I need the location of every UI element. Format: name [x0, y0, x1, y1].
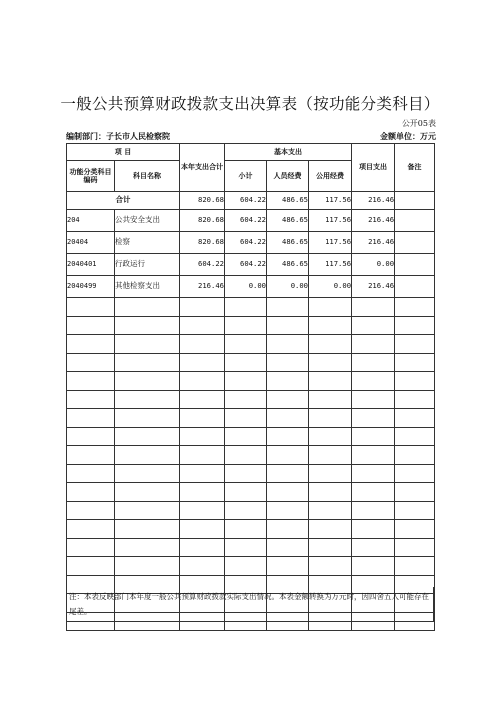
empty-cell [225, 557, 267, 576]
cell-subject-name: 其他检察支出 [115, 276, 180, 298]
total-row [67, 192, 435, 210]
empty-cell [115, 353, 180, 372]
empty-row [67, 316, 435, 335]
empty-cell [67, 298, 115, 317]
cell-annual-total: 820.68 [180, 232, 225, 254]
empty-row [67, 353, 435, 372]
empty-cell [395, 520, 435, 539]
empty-cell [309, 372, 352, 391]
empty-cell [395, 501, 435, 520]
empty-row [67, 298, 435, 317]
empty-cell [180, 557, 225, 576]
empty-cell [309, 316, 352, 335]
empty-cell [67, 427, 115, 446]
empty-cell [267, 390, 309, 409]
cell-project: 216.46 [352, 232, 395, 254]
empty-cell [352, 372, 395, 391]
empty-cell [395, 335, 435, 354]
cell-subject-name: 公共安全支出 [115, 210, 180, 232]
cell-public: 117.56 [309, 232, 352, 254]
org-label: 编制部门：子长市人民检察院 [66, 132, 170, 141]
empty-row [67, 520, 435, 539]
empty-cell [180, 335, 225, 354]
empty-cell [67, 372, 115, 391]
cell-personnel: 486.65 [267, 210, 309, 232]
cell-personnel: 486.65 [267, 254, 309, 276]
empty-cell [395, 409, 435, 428]
empty-cell [395, 483, 435, 502]
empty-cell [67, 520, 115, 539]
table-row [67, 232, 435, 254]
empty-cell [115, 464, 180, 483]
empty-cell [180, 353, 225, 372]
empty-cell [352, 464, 395, 483]
cell-project: 216.46 [352, 192, 395, 210]
empty-cell [352, 335, 395, 354]
empty-cell [115, 298, 180, 317]
cell-personnel: 0.00 [267, 276, 309, 298]
empty-cell [67, 483, 115, 502]
empty-cell [352, 538, 395, 557]
empty-row [67, 464, 435, 483]
empty-row [67, 501, 435, 520]
empty-cell [67, 390, 115, 409]
cell-public: 117.56 [309, 254, 352, 276]
empty-cell [309, 446, 352, 465]
empty-cell [225, 372, 267, 391]
empty-cell [225, 520, 267, 539]
header-project: 项目支出 [352, 144, 395, 192]
empty-cell [309, 427, 352, 446]
table-body [67, 192, 435, 631]
empty-cell [115, 538, 180, 557]
empty-row [67, 372, 435, 391]
header-public: 公用经费 [309, 161, 352, 192]
empty-cell [67, 464, 115, 483]
page-title: 一般公共预算财政拨款支出决算表（按功能分类科目） [60, 95, 440, 113]
empty-cell [309, 409, 352, 428]
cell-subtotal: 0.00 [225, 276, 267, 298]
table-row [67, 210, 435, 232]
empty-cell [180, 298, 225, 317]
cell-subtotal: 604.22 [225, 210, 267, 232]
empty-cell [115, 427, 180, 446]
cell-code: 2040401 [67, 254, 115, 276]
empty-cell [309, 298, 352, 317]
empty-cell [309, 483, 352, 502]
empty-cell [352, 483, 395, 502]
cell-remark [395, 210, 435, 232]
empty-cell [225, 464, 267, 483]
empty-cell [309, 335, 352, 354]
cell-project: 216.46 [352, 276, 395, 298]
cell-code: 20404 [67, 232, 115, 254]
empty-cell [180, 427, 225, 446]
cell-public: 0.00 [309, 276, 352, 298]
cell-remark [395, 192, 435, 210]
cell-subject-name: 检察 [115, 232, 180, 254]
empty-cell [67, 335, 115, 354]
cell-public: 117.56 [309, 210, 352, 232]
empty-cell [352, 427, 395, 446]
empty-row [67, 483, 435, 502]
empty-cell [67, 353, 115, 372]
empty-cell [267, 464, 309, 483]
empty-cell [352, 390, 395, 409]
cell-remark [395, 232, 435, 254]
empty-cell [309, 390, 352, 409]
empty-cell [352, 353, 395, 372]
empty-row [67, 557, 435, 576]
empty-row [67, 335, 435, 354]
empty-cell [309, 353, 352, 372]
empty-cell [395, 464, 435, 483]
cell-subject-name: 行政运行 [115, 254, 180, 276]
cell-remark [395, 254, 435, 276]
empty-row [67, 446, 435, 465]
empty-cell [225, 446, 267, 465]
cell-subtotal: 604.22 [225, 254, 267, 276]
empty-cell [225, 390, 267, 409]
empty-row [67, 409, 435, 428]
header-subject-name: 科目名称 [115, 161, 180, 192]
empty-cell [395, 298, 435, 317]
header-func-code: 功能分类科目编码 [67, 161, 115, 192]
empty-cell [115, 520, 180, 539]
empty-cell [267, 483, 309, 502]
empty-cell [180, 501, 225, 520]
empty-cell [267, 409, 309, 428]
cell-project: 216.46 [352, 210, 395, 232]
empty-cell [395, 427, 435, 446]
empty-cell [180, 520, 225, 539]
empty-cell [225, 298, 267, 317]
cell-remark [395, 276, 435, 298]
empty-cell [352, 520, 395, 539]
cell-project: 0.00 [352, 254, 395, 276]
empty-cell [395, 446, 435, 465]
empty-cell [267, 427, 309, 446]
header-item: 项 目 [67, 144, 180, 161]
empty-cell [352, 446, 395, 465]
empty-cell [180, 409, 225, 428]
header-subtotal: 小计 [225, 161, 267, 192]
empty-cell [180, 316, 225, 335]
form-number: 公开05表 [401, 119, 436, 128]
header-personnel: 人员经费 [267, 161, 309, 192]
empty-cell [225, 409, 267, 428]
empty-cell [352, 298, 395, 317]
empty-row [67, 538, 435, 557]
table-row [67, 276, 435, 298]
cell-code: 204 [67, 210, 115, 232]
empty-cell [67, 316, 115, 335]
empty-cell [267, 298, 309, 317]
empty-cell [225, 427, 267, 446]
empty-cell [309, 538, 352, 557]
empty-cell [225, 538, 267, 557]
unit-label: 金额单位：万元 [380, 132, 436, 141]
empty-cell [67, 409, 115, 428]
empty-cell [180, 483, 225, 502]
empty-cell [225, 335, 267, 354]
cell-subtotal: 604.22 [225, 232, 267, 254]
empty-cell [352, 557, 395, 576]
empty-cell [225, 353, 267, 372]
cell-personnel: 486.65 [267, 192, 309, 210]
empty-cell [395, 353, 435, 372]
empty-cell [115, 409, 180, 428]
empty-cell [225, 483, 267, 502]
empty-cell [67, 446, 115, 465]
empty-cell [180, 372, 225, 391]
empty-cell [395, 557, 435, 576]
empty-cell [309, 557, 352, 576]
header-basic: 基本支出 [225, 144, 352, 161]
empty-cell [267, 501, 309, 520]
empty-cell [115, 501, 180, 520]
empty-cell [267, 520, 309, 539]
empty-cell [267, 335, 309, 354]
header-remark: 备注 [395, 144, 435, 192]
empty-cell [395, 538, 435, 557]
empty-cell [180, 446, 225, 465]
header-annual-total: 本年支出合计 [180, 144, 225, 192]
empty-cell [115, 557, 180, 576]
cell-code: 2040499 [67, 276, 115, 298]
empty-cell [115, 316, 180, 335]
total-label: 合计 [67, 192, 180, 210]
empty-cell [67, 538, 115, 557]
empty-row [67, 427, 435, 446]
expenditure-table [66, 143, 435, 631]
empty-cell [180, 538, 225, 557]
cell-annual-total: 820.68 [180, 210, 225, 232]
empty-cell [115, 483, 180, 502]
empty-cell [309, 464, 352, 483]
cell-personnel: 486.65 [267, 232, 309, 254]
empty-cell [267, 538, 309, 557]
empty-cell [267, 372, 309, 391]
empty-cell [225, 501, 267, 520]
empty-cell [309, 520, 352, 539]
cell-annual-total: 604.22 [180, 254, 225, 276]
empty-cell [267, 446, 309, 465]
empty-cell [309, 501, 352, 520]
cell-public: 117.56 [309, 192, 352, 210]
empty-row [67, 390, 435, 409]
cell-annual-total: 216.46 [180, 276, 225, 298]
empty-cell [267, 557, 309, 576]
empty-cell [395, 390, 435, 409]
empty-cell [395, 372, 435, 391]
empty-cell [67, 557, 115, 576]
empty-cell [225, 316, 267, 335]
cell-annual-total: 820.68 [180, 192, 225, 210]
empty-cell [352, 316, 395, 335]
empty-cell [352, 409, 395, 428]
empty-cell [395, 316, 435, 335]
empty-cell [180, 464, 225, 483]
empty-cell [115, 390, 180, 409]
empty-cell [115, 335, 180, 354]
table-header [67, 144, 435, 192]
empty-cell [115, 372, 180, 391]
empty-cell [67, 501, 115, 520]
empty-cell [352, 501, 395, 520]
empty-cell [115, 446, 180, 465]
cell-subtotal: 604.22 [225, 192, 267, 210]
empty-cell [267, 353, 309, 372]
empty-cell [180, 390, 225, 409]
footnote: 注：本表反映部门本年度一般公共预算财政拨款实际支出情况。本表金额转换为万元时，因四舍五入可能存在尾差。 [66, 587, 434, 622]
table-row [67, 254, 435, 276]
empty-cell [267, 316, 309, 335]
org-unit-row [66, 131, 436, 142]
